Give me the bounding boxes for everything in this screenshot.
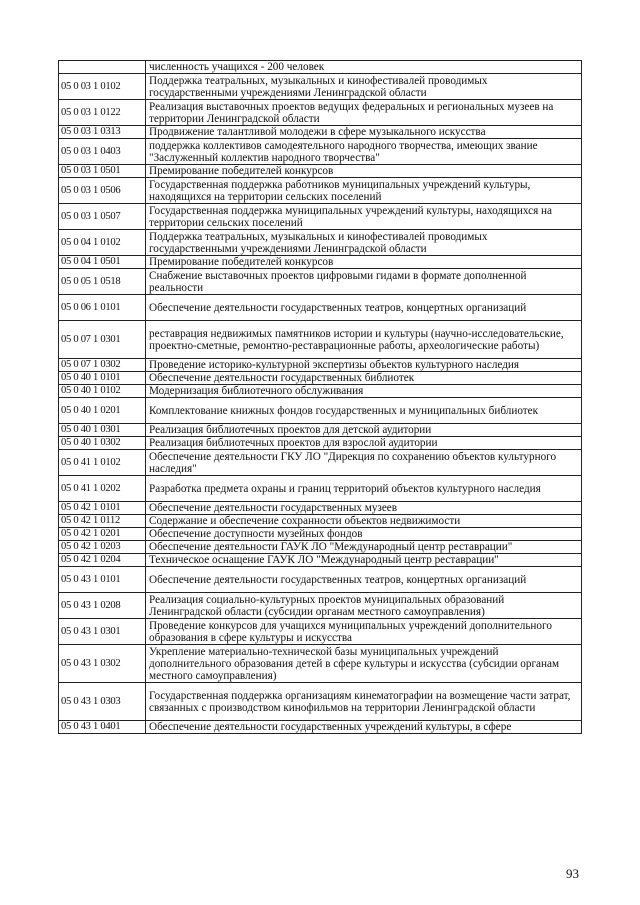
- row-description: реставрация недвижимых памятников истории и культуры (научно-исследовательские, проектно-сметные, ремонтно-реставрационные работы, археологические работы): [146, 321, 582, 359]
- row-description: поддержка коллективов самодеятельного народного творчества, имеющих звание "Заслуженный коллектив народного творчества": [146, 139, 582, 165]
- row-code: 05 0 03 1 0506: [59, 178, 146, 204]
- table-body: [59, 61, 582, 734]
- row-code: 05 0 42 1 0101: [59, 502, 146, 515]
- table-row: [59, 721, 582, 734]
- row-code: 05 0 03 1 0122: [59, 100, 146, 126]
- table-row: [59, 126, 582, 139]
- row-description: Реализация социально-культурных проектов муниципальных образований Ленинградской области (субсидии органам местного самоуправления): [146, 593, 582, 619]
- row-description: Разработка предмета охраны и границ территорий объектов культурного наследия: [146, 476, 582, 502]
- table-row: [59, 269, 582, 295]
- row-code: 05 0 43 1 0401: [59, 721, 146, 734]
- row-description: Обеспечение деятельности государственных библиотек: [146, 372, 582, 385]
- table-row: [59, 61, 582, 74]
- table-row: [59, 554, 582, 567]
- row-description: Укрепление материально-технической базы муниципальных учреждений дополнительного образования детей в сфере культуры и искусства (субсидии органам местного самоуправления): [146, 645, 582, 683]
- row-code: 05 0 41 1 0202: [59, 476, 146, 502]
- row-description: Обеспечение деятельности государственных учреждений культуры, в сфере: [146, 721, 582, 734]
- row-description: Государственная поддержка организациям кинематографии на возмещение части затрат, связанных с производством кинофильмов на территории Ленинградской области: [146, 683, 582, 721]
- table-row: [59, 683, 582, 721]
- row-description: Проведение историко-культурной экспертизы объектов культурного наследия: [146, 359, 582, 372]
- row-code: 05 0 43 1 0301: [59, 619, 146, 645]
- row-description: численность учащихся - 200 человек: [146, 61, 582, 74]
- row-code: 05 0 04 1 0501: [59, 256, 146, 269]
- row-code: 05 0 03 1 0102: [59, 74, 146, 100]
- table-row: [59, 567, 582, 593]
- table-row: [59, 502, 582, 515]
- row-description: Обеспечение деятельности ГКУ ЛО "Дирекция по сохранению объектов культурного наследия": [146, 450, 582, 476]
- row-code: 05 0 40 1 0102: [59, 385, 146, 398]
- table-row: [59, 372, 582, 385]
- row-description: Государственная поддержка работников муниципальных учреждений культуры, находящихся на территории сельских поселений: [146, 178, 582, 204]
- table-row: [59, 178, 582, 204]
- row-code: [59, 61, 146, 74]
- row-code: 05 0 04 1 0102: [59, 230, 146, 256]
- row-code: 05 0 07 1 0302: [59, 359, 146, 372]
- row-description: Премирование победителей конкурсов: [146, 256, 582, 269]
- row-code: 05 0 43 1 0101: [59, 567, 146, 593]
- row-code: 05 0 43 1 0208: [59, 593, 146, 619]
- row-description: Поддержка театральных, музыкальных и кинофестивалей проводимых государственными учреждениями Ленинградской области: [146, 74, 582, 100]
- row-code: 05 0 40 1 0301: [59, 424, 146, 437]
- row-description: Государственная поддержка муниципальных учреждений культуры, находящихся на территории сельских поселений: [146, 204, 582, 230]
- row-description: Продвижение талантливой молодежи в сфере музыкального искусства: [146, 126, 582, 139]
- row-code: 05 0 43 1 0302: [59, 645, 146, 683]
- row-description: Реализация выставочных проектов ведущих федеральных и региональных музеев на территории Ленинградской области: [146, 100, 582, 126]
- table-row: [59, 476, 582, 502]
- table-row: [59, 359, 582, 372]
- row-description: Обеспечение деятельности государственных музеев: [146, 502, 582, 515]
- table-row: [59, 593, 582, 619]
- page-number: 93: [566, 866, 579, 881]
- table-row: [59, 424, 582, 437]
- table-row: [59, 256, 582, 269]
- row-description: Обеспечение доступности музейных фондов: [146, 528, 582, 541]
- table-row: [59, 528, 582, 541]
- row-code: 05 0 03 1 0501: [59, 165, 146, 178]
- table-row: [59, 74, 582, 100]
- table-row: [59, 230, 582, 256]
- row-code: 05 0 06 1 0101: [59, 295, 146, 321]
- table-row: [59, 645, 582, 683]
- row-description: Проведение конкурсов для учащихся муниципальных учреждений дополнительного образования в сфере культуры и искусства: [146, 619, 582, 645]
- row-description: Поддержка театральных, музыкальных и кинофестивалей проводимых государственными учреждениями Ленинградской области: [146, 230, 582, 256]
- row-description: Комплектование книжных фондов государственных и муниципальных библиотек: [146, 398, 582, 424]
- row-code: 05 0 41 1 0102: [59, 450, 146, 476]
- table-row: [59, 450, 582, 476]
- row-description: Модернизация библиотечного обслуживания: [146, 385, 582, 398]
- table-row: [59, 398, 582, 424]
- table-row: [59, 541, 582, 554]
- table-row: [59, 619, 582, 645]
- row-description: Реализация библиотечных проектов для взрослой аудитории: [146, 437, 582, 450]
- table-row: [59, 204, 582, 230]
- row-description: Техническое оснащение ГАУК ЛО "Международный центр реставрации": [146, 554, 582, 567]
- row-code: 05 0 43 1 0303: [59, 683, 146, 721]
- row-code: 05 0 40 1 0101: [59, 372, 146, 385]
- row-code: 05 0 42 1 0201: [59, 528, 146, 541]
- table-row: [59, 165, 582, 178]
- row-description: Обеспечение деятельности ГАУК ЛО "Международный центр реставрации": [146, 541, 582, 554]
- row-code: 05 0 40 1 0201: [59, 398, 146, 424]
- row-description: Содержание и обеспечение сохранности объектов недвижимости: [146, 515, 582, 528]
- row-code: 05 0 03 1 0507: [59, 204, 146, 230]
- table-row: [59, 139, 582, 165]
- table-row: [59, 321, 582, 359]
- table-row: [59, 295, 582, 321]
- row-description: Премирование победителей конкурсов: [146, 165, 582, 178]
- row-code: 05 0 03 1 0313: [59, 126, 146, 139]
- row-description: Реализация библиотечных проектов для детской аудитории: [146, 424, 582, 437]
- row-code: 05 0 42 1 0204: [59, 554, 146, 567]
- table-row: [59, 385, 582, 398]
- table-row: [59, 437, 582, 450]
- table-row: [59, 100, 582, 126]
- row-description: Обеспечение деятельности государственных театров, концертных организаций: [146, 567, 582, 593]
- row-code: 05 0 03 1 0403: [59, 139, 146, 165]
- budget-codes-table: [58, 60, 582, 734]
- row-code: 05 0 07 1 0301: [59, 321, 146, 359]
- row-description: Снабжение выставочных проектов цифровыми гидами в формате дополненной реальности: [146, 269, 582, 295]
- table-row: [59, 515, 582, 528]
- row-code: 05 0 05 1 0518: [59, 269, 146, 295]
- row-description: Обеспечение деятельности государственных театров, концертных организаций: [146, 295, 582, 321]
- row-code: 05 0 42 1 0112: [59, 515, 146, 528]
- row-code: 05 0 42 1 0203: [59, 541, 146, 554]
- row-code: 05 0 40 1 0302: [59, 437, 146, 450]
